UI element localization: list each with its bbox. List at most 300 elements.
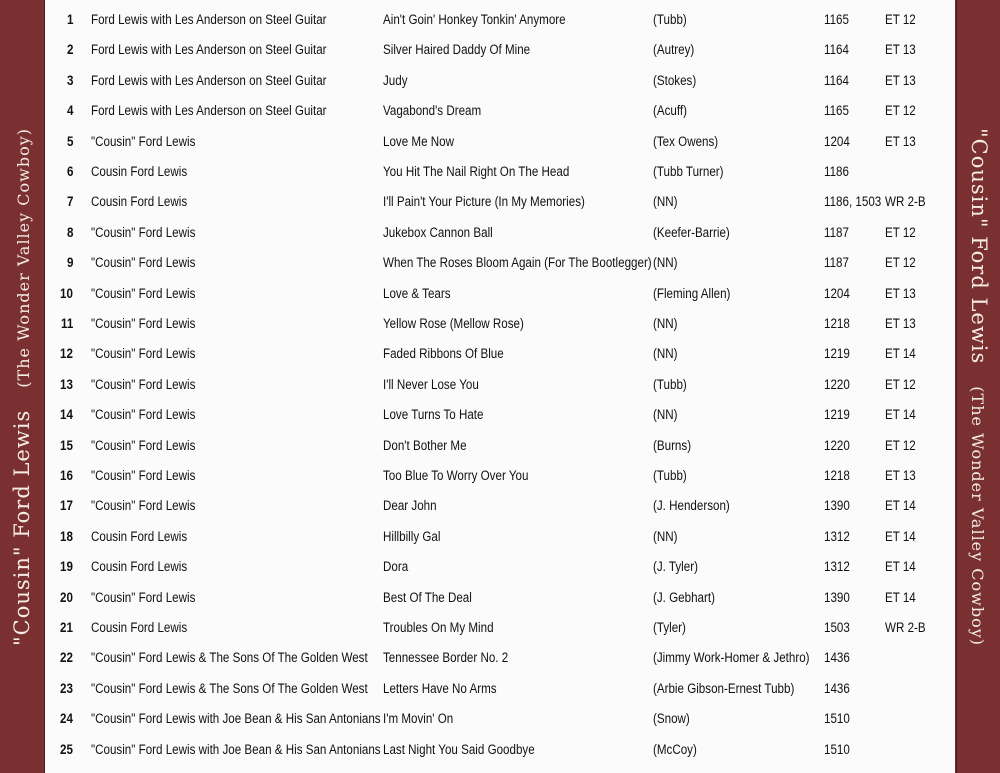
track-matrix-text: 1204	[824, 133, 850, 149]
track-composer	[653, 225, 742, 240]
track-title	[383, 711, 465, 726]
track-composer	[653, 529, 682, 544]
track-artist	[91, 711, 428, 726]
track-artist-text: Ford Lewis with Les Anderson on Steel Guitar	[91, 12, 327, 27]
track-title	[383, 194, 618, 209]
track-matrix	[824, 316, 854, 331]
track-matrix	[824, 134, 854, 149]
track-code	[885, 468, 921, 483]
track-artist	[91, 316, 212, 331]
track-code-text: ET 12	[885, 376, 916, 392]
track-matrix	[824, 590, 854, 605]
track-composer-text: (J. Gebhart)	[653, 589, 715, 605]
track-title-text: Best Of The Deal	[383, 589, 472, 605]
track-composer	[653, 498, 742, 513]
track-title-text: Last Night You Said Goodbye	[383, 741, 535, 757]
track-matrix	[824, 194, 891, 209]
track-matrix	[824, 225, 853, 240]
track-title	[383, 498, 445, 513]
track-row	[45, 340, 955, 368]
track-artist-text: Ford Lewis with Les Anderson on Steel Guitar	[91, 42, 327, 58]
track-num	[53, 194, 75, 209]
track-title-text: Judy	[383, 72, 408, 88]
track-title-text: Vagabond's Dream	[383, 103, 482, 119]
track-artist	[91, 194, 203, 209]
track-artist	[91, 12, 365, 27]
track-composer	[653, 194, 682, 209]
track-composer-text: (NN)	[653, 255, 678, 271]
track-matrix	[824, 742, 854, 757]
track-num-text: 5	[67, 133, 74, 149]
track-code	[885, 438, 921, 453]
track-code	[885, 377, 921, 392]
track-row	[45, 249, 955, 277]
track-matrix-text: 1312	[824, 528, 850, 544]
track-artist-text: "Cousin" Ford Lewis	[91, 255, 196, 271]
track-composer-text: (Fleming Allen)	[653, 285, 731, 301]
track-code	[885, 590, 921, 605]
track-code-text: ET 14	[885, 498, 916, 514]
track-artist-text: Ford Lewis with Les Anderson on Steel Guitar	[91, 72, 327, 88]
track-num-text: 12	[59, 346, 73, 362]
track-row	[45, 280, 955, 308]
track-artist-text: Cousin Ford Lewis	[91, 528, 188, 544]
track-matrix	[824, 711, 854, 726]
left-spine-text	[10, 127, 34, 645]
track-row	[45, 705, 955, 733]
track-matrix	[824, 407, 854, 422]
track-title	[383, 255, 695, 270]
track-artist-text: "Cousin" Ford Lewis	[91, 589, 196, 605]
track-artist-text: "Cousin" Ford Lewis	[91, 437, 196, 453]
track-title-text: Too Blue To Worry Over You	[383, 468, 529, 483]
track-row	[45, 614, 955, 642]
track-list-panel	[45, 0, 955, 773]
track-code	[885, 12, 921, 27]
track-composer	[653, 407, 682, 422]
track-composer-text: (Burns)	[653, 437, 692, 453]
track-num-text: 8	[67, 224, 74, 240]
track-num	[53, 134, 75, 149]
track-composer	[653, 134, 729, 149]
track-title-text: Yellow Rose (Mellow Rose)	[383, 316, 524, 331]
track-code-text: ET 13	[885, 72, 916, 88]
track-title-text: Dora	[383, 559, 409, 575]
track-code-text: ET 14	[885, 559, 916, 575]
track-num	[53, 559, 75, 574]
track-title-text: Jukebox Cannon Ball	[383, 224, 493, 240]
track-title-text: Love Me Now	[383, 133, 454, 149]
track-artist	[91, 742, 428, 757]
track-composer	[653, 286, 743, 301]
track-composer-text: (Tubb Turner)	[653, 164, 724, 179]
track-num	[53, 225, 75, 240]
track-row	[45, 310, 955, 338]
track-title-text: I'm Movin' On	[383, 711, 454, 727]
left-spine	[0, 0, 45, 773]
track-matrix-text: 1219	[824, 407, 850, 423]
track-composer	[653, 346, 682, 361]
track-num	[53, 468, 75, 483]
track-row	[45, 553, 955, 581]
track-code	[885, 255, 921, 270]
track-row	[45, 675, 955, 703]
track-matrix	[824, 255, 853, 270]
track-code	[885, 559, 921, 574]
track-matrix	[824, 498, 854, 513]
track-artist	[91, 681, 413, 696]
track-title	[383, 164, 600, 179]
track-code	[885, 286, 921, 301]
track-composer-text: (Tubb)	[653, 12, 687, 27]
left-spine-subtitle: (The Wonder Valley Cowboy)	[14, 127, 34, 388]
track-composer-text: (Autrey)	[653, 42, 695, 58]
right-spine	[956, 0, 1000, 773]
track-composer	[653, 620, 691, 635]
track-matrix	[824, 529, 854, 544]
track-artist	[91, 590, 212, 605]
track-matrix-text: 1436	[824, 650, 850, 666]
track-matrix	[824, 438, 854, 453]
track-code-text: WR 2-B	[885, 620, 926, 635]
track-artist-text: Cousin Ford Lewis	[91, 164, 188, 179]
track-matrix-text: 1187	[824, 255, 849, 271]
track-row	[45, 67, 955, 95]
track-code	[885, 134, 921, 149]
track-artist-text: "Cousin" Ford Lewis & The Sons Of The Golden West	[91, 680, 368, 696]
track-num-text: 13	[59, 376, 73, 392]
track-num	[53, 12, 75, 27]
track-artist-text: "Cousin" Ford Lewis	[91, 468, 196, 483]
track-artist-text: "Cousin" Ford Lewis	[91, 498, 196, 514]
track-composer-text: (Tubb)	[653, 376, 687, 392]
track-matrix	[824, 681, 854, 696]
track-composer	[653, 164, 735, 179]
track-artist	[91, 407, 212, 422]
track-row	[45, 188, 955, 216]
track-matrix-text: 1510	[824, 741, 850, 757]
track-num-text: 18	[59, 528, 73, 544]
track-composer	[653, 711, 696, 726]
track-matrix-text: 1187	[824, 224, 849, 240]
track-composer	[653, 316, 682, 331]
track-num	[53, 255, 75, 270]
track-composer-text: (Tyler)	[653, 620, 686, 635]
track-row	[45, 492, 955, 520]
track-row	[45, 523, 955, 551]
track-composer-text: (McCoy)	[653, 741, 697, 757]
track-composer-text: (Snow)	[653, 711, 690, 727]
track-composer	[653, 73, 703, 88]
track-artist	[91, 134, 212, 149]
track-num-text: 3	[67, 72, 74, 88]
track-num-text: 22	[59, 650, 73, 666]
track-row	[45, 736, 955, 764]
track-composer-text: (Tex Owens)	[653, 133, 719, 149]
track-title	[383, 134, 466, 149]
track-title-text: Love Turns To Hate	[383, 407, 484, 423]
track-title	[383, 42, 554, 57]
track-matrix-text: 1165	[824, 12, 849, 27]
track-row	[45, 128, 955, 156]
track-title-text: Dear John	[383, 498, 437, 514]
track-num-text: 25	[59, 741, 73, 757]
track-matrix	[824, 468, 854, 483]
track-composer-text: (NN)	[653, 407, 678, 423]
track-artist	[91, 225, 212, 240]
track-num-text: 16	[59, 468, 73, 483]
track-artist	[91, 286, 212, 301]
track-matrix	[824, 377, 854, 392]
track-title	[383, 286, 462, 301]
track-num	[53, 620, 75, 635]
track-code-text: ET 12	[885, 437, 916, 453]
track-code-text: ET 14	[885, 589, 916, 605]
track-num	[53, 164, 75, 179]
track-title	[383, 438, 480, 453]
track-num-text: 15	[59, 437, 73, 453]
track-num-text: 1	[67, 12, 74, 27]
right-spine-text	[967, 127, 991, 645]
track-artist	[91, 468, 212, 483]
track-artist-text: "Cousin" Ford Lewis	[91, 133, 196, 149]
track-composer	[653, 377, 692, 392]
track-matrix-text: 1436	[824, 680, 850, 696]
track-artist-text: Ford Lewis with Les Anderson on Steel Guitar	[91, 103, 327, 119]
track-title-text: Troubles On My Mind	[383, 620, 494, 635]
track-title	[383, 12, 595, 27]
track-title	[383, 620, 512, 635]
track-matrix	[824, 650, 854, 665]
track-code-text: ET 12	[885, 103, 916, 119]
track-num-text: 4	[67, 103, 74, 119]
track-matrix	[824, 103, 853, 118]
right-spine-title: "Cousin" Ford Lewis	[967, 127, 992, 364]
track-artist-text: "Cousin" Ford Lewis	[91, 376, 196, 392]
track-row	[45, 584, 955, 612]
track-code-text: ET 12	[885, 224, 916, 240]
track-composer-text: (NN)	[653, 346, 678, 362]
track-num	[53, 346, 75, 361]
track-matrix	[824, 620, 854, 635]
track-num	[53, 742, 75, 757]
track-row	[45, 401, 955, 429]
track-num-text: 21	[59, 620, 73, 635]
track-matrix-text: 1186	[824, 164, 849, 179]
track-title-text: Tennessee Border No. 2	[383, 650, 509, 666]
track-title	[383, 650, 529, 665]
track-title	[383, 103, 497, 118]
track-composer	[653, 681, 817, 696]
track-title	[383, 681, 515, 696]
track-matrix-text: 1220	[824, 437, 850, 453]
track-matrix-text: 1218	[824, 316, 850, 331]
track-code-text: ET 13	[885, 316, 916, 331]
track-code-text: ET 14	[885, 346, 916, 362]
track-composer-text: (Acuff)	[653, 103, 687, 119]
track-composer	[653, 103, 693, 118]
track-artist	[91, 164, 203, 179]
track-row	[45, 158, 955, 186]
track-num-text: 6	[67, 164, 74, 179]
track-code	[885, 620, 932, 635]
track-num	[53, 73, 75, 88]
track-num	[53, 438, 75, 453]
track-row	[45, 97, 955, 125]
track-composer	[653, 42, 701, 57]
track-num-text: 9	[67, 255, 74, 271]
track-artist	[91, 438, 212, 453]
track-artist	[91, 346, 212, 361]
track-code-text: ET 12	[885, 12, 916, 27]
track-composer	[653, 12, 692, 27]
track-num	[53, 498, 75, 513]
track-title	[383, 590, 486, 605]
track-composer-text: (Keefer-Barrie)	[653, 224, 730, 240]
track-artist	[91, 620, 203, 635]
track-artist-text: Cousin Ford Lewis	[91, 559, 188, 575]
track-matrix	[824, 559, 854, 574]
track-artist	[91, 255, 212, 270]
track-matrix-text: 1164	[824, 42, 849, 58]
right-spine-subtitle: (The Wonder Valley Cowboy)	[968, 385, 988, 646]
track-row	[45, 36, 955, 64]
track-matrix-text: 1312	[824, 559, 850, 575]
track-num-text: 24	[59, 711, 73, 727]
track-code-text: ET 13	[885, 42, 916, 58]
track-artist	[91, 103, 365, 118]
track-artist-text: "Cousin" Ford Lewis & The Sons Of The Golden West	[91, 650, 368, 666]
track-matrix	[824, 346, 854, 361]
track-code	[885, 42, 921, 57]
track-row	[45, 6, 955, 34]
track-composer	[653, 559, 705, 574]
track-composer	[653, 650, 835, 665]
track-num-text: 7	[67, 194, 74, 210]
track-code-text: ET 13	[885, 285, 916, 301]
track-artist	[91, 498, 212, 513]
track-num	[53, 650, 75, 665]
track-artist-text: "Cousin" Ford Lewis	[91, 316, 196, 331]
track-title	[383, 346, 523, 361]
track-title-text: When The Roses Bloom Again (For The Bootlegger)	[383, 255, 652, 271]
track-artist-text: "Cousin" Ford Lewis	[91, 224, 196, 240]
track-code	[885, 498, 921, 513]
track-composer	[653, 438, 697, 453]
track-title	[383, 377, 494, 392]
track-row	[45, 644, 955, 672]
track-num	[53, 286, 75, 301]
track-code-text: ET 14	[885, 407, 916, 423]
track-composer-text: (Stokes)	[653, 72, 697, 88]
track-code	[885, 103, 921, 118]
track-artist-text: Cousin Ford Lewis	[91, 620, 188, 635]
track-title	[383, 742, 559, 757]
track-code	[885, 316, 921, 331]
track-title	[383, 225, 511, 240]
track-code-text: ET 14	[885, 528, 916, 544]
track-row	[45, 371, 955, 399]
track-num-text: 2	[67, 42, 74, 58]
track-artist	[91, 650, 413, 665]
track-title-text: Hillbilly Gal	[383, 528, 441, 544]
track-num-text: 10	[59, 285, 73, 301]
track-matrix	[824, 73, 853, 88]
track-num-text: 14	[59, 407, 73, 423]
track-artist-text: "Cousin" Ford Lewis	[91, 346, 196, 362]
track-artist	[91, 529, 203, 544]
track-num	[53, 529, 75, 544]
track-row	[45, 432, 955, 460]
track-code-text: ET 12	[885, 255, 916, 271]
track-title	[383, 529, 450, 544]
track-num-text: 23	[59, 680, 73, 696]
track-num-text: 11	[60, 316, 74, 331]
track-matrix-text: 1390	[824, 498, 850, 514]
track-matrix	[824, 12, 853, 27]
track-num-text: 20	[59, 589, 73, 605]
track-composer-text: (Jimmy Work-Homer & Jethro)	[653, 650, 810, 666]
track-num-text: 19	[59, 559, 73, 575]
track-composer	[653, 468, 692, 483]
track-composer-text: (J. Henderson)	[653, 498, 730, 514]
track-title-text: Love & Tears	[383, 285, 451, 301]
track-matrix-text: 1186, 1503	[824, 194, 882, 210]
track-num	[53, 711, 75, 726]
track-num-text: 17	[59, 498, 73, 514]
track-composer-text: (NN)	[653, 194, 678, 210]
track-title	[383, 559, 412, 574]
track-artist-text: "Cousin" Ford Lewis	[91, 285, 196, 301]
track-artist	[91, 73, 365, 88]
track-title-text: I'll Never Lose You	[383, 376, 479, 392]
track-title-text: Faded Ribbons Of Blue	[383, 346, 504, 362]
track-artist-text: "Cousin" Ford Lewis with Joe Bean & His San Antonians	[91, 741, 381, 757]
track-artist-text: "Cousin" Ford Lewis with Joe Bean & His San Antonians	[91, 711, 381, 727]
track-title-text: Don't Bother Me	[383, 437, 467, 453]
track-composer-text: (NN)	[653, 316, 678, 331]
track-title-text: I'll Pain't Your Picture (In My Memories)	[383, 194, 585, 210]
track-code-text: ET 13	[885, 468, 916, 483]
track-composer-text: (Arbie Gibson-Ernest Tubb)	[653, 680, 795, 696]
track-matrix-text: 1220	[824, 376, 850, 392]
track-composer	[653, 742, 704, 757]
track-composer-text: (Tubb)	[653, 468, 687, 483]
track-composer-text: (J. Tyler)	[653, 559, 698, 575]
track-composer	[653, 255, 682, 270]
track-title	[383, 468, 552, 483]
track-code	[885, 346, 921, 361]
track-code	[885, 407, 921, 422]
track-matrix-text: 1165	[824, 103, 849, 119]
track-code	[885, 73, 921, 88]
track-matrix-text: 1510	[824, 711, 850, 727]
track-row	[45, 462, 955, 490]
track-title-text: Letters Have No Arms	[383, 680, 497, 696]
track-code	[885, 194, 932, 209]
track-code	[885, 529, 921, 544]
track-code	[885, 225, 921, 240]
track-composer-text: (NN)	[653, 528, 678, 544]
track-title-text: Ain't Goin' Honkey Tonkin' Anymore	[383, 12, 566, 27]
track-num	[53, 103, 75, 118]
track-num	[53, 42, 75, 57]
track-matrix-text: 1204	[824, 285, 850, 301]
track-title-text: You Hit The Nail Right On The Head	[383, 164, 570, 179]
track-matrix-text: 1164	[824, 72, 849, 88]
track-matrix-text: 1218	[824, 468, 850, 483]
track-num	[53, 316, 75, 331]
